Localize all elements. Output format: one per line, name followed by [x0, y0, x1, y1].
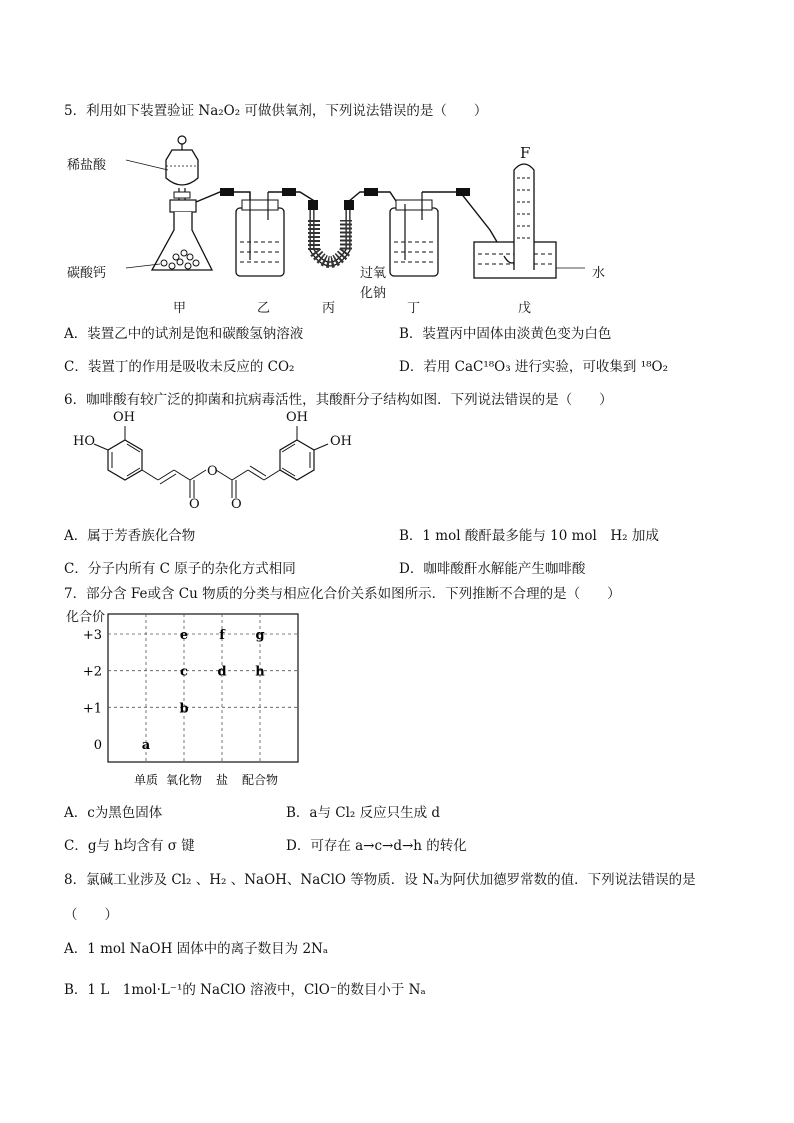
label-dilute-hcl: 稀盐酸: [67, 158, 107, 173]
label-sodium-peroxide-1: 过氧: [360, 266, 387, 281]
point-g: g: [255, 628, 265, 643]
point-a: a: [141, 738, 151, 753]
x-category-label: 单质: [133, 773, 159, 787]
q6-stem: 6．咖啡酸有较广泛的抑菌和抗病毒活性，其酸酐分子结构如图．下列说法错误的是（ ）: [64, 392, 613, 408]
point-d: d: [217, 664, 227, 680]
q6-option-b: B．1 mol 酸酐最多能与 10 mol H₂ 加成: [399, 528, 659, 544]
q5-stem: 5．利用如下装置验证 Na₂O₂ 可做供氧剂，下列说法错误的是（ ）: [64, 103, 488, 119]
x-category-label: 盐: [215, 773, 229, 787]
y-tick-label: +1: [82, 701, 102, 717]
q8-option-b: B．1 L 1mol·L⁻¹的 NaClO 溶液中，ClO⁻的数目小于 Nₐ: [64, 982, 426, 998]
q8-option-a: A．1 mol NaOH 固体中的离子数目为 2Nₐ: [64, 941, 329, 957]
q5-apparatus-diagram: [60, 130, 620, 315]
label-calcium-carbonate: 碳酸钙: [67, 266, 107, 281]
o-carbonyl-right-label: O: [231, 497, 242, 512]
label-water: 水: [592, 266, 606, 281]
oh-label-left: HO: [73, 434, 95, 449]
q7-option-a: A．c为黑色固体: [64, 805, 163, 821]
point-e: e: [179, 628, 189, 643]
label-wu: 戊: [518, 301, 532, 316]
point-c: c: [180, 664, 188, 680]
o-carbonyl-left-label: O: [189, 497, 200, 512]
o-bridge-label: O: [207, 464, 218, 479]
q6-option-c: C．分子内所有 C 原子的杂化方式相同: [64, 561, 296, 577]
q6-option-a: A．属于芳香族化合物: [64, 528, 196, 544]
plot-frame: [108, 614, 298, 762]
y-tick-label: +2: [82, 664, 102, 680]
label-bing: 丙: [322, 301, 336, 316]
y-tick-label: +3: [82, 628, 102, 643]
oh-label-right: OH: [330, 434, 352, 449]
oh-label-left-top: OH: [113, 410, 135, 425]
q7-option-d: D．可存在 a→c→d→h 的转化: [286, 838, 467, 854]
q6-option-d: D．咖啡酸酐水解能产生咖啡酸: [399, 561, 586, 577]
label-yi: 乙: [257, 301, 271, 316]
oh-label-right-top: OH: [286, 410, 308, 425]
q8-paren: （ ）: [64, 907, 118, 923]
q7-stem: 7．部分含 Fe或含 Cu 物质的分类与相应化合价关系如图所示．下列推断不合理的是（ ）: [64, 586, 621, 602]
x-category-label: 氧化物: [165, 773, 203, 787]
q7-option-b: B．a与 Cl₂ 反应只生成 d: [286, 805, 441, 821]
valence-chart: [60, 608, 310, 790]
q8-stem: 8．氯碱工业涉及 Cl₂ 、H₂ 、NaOH、NaClO 等物质．设 Nₐ为阿伏加德罗常数的值．下列说法错误的是: [64, 872, 696, 888]
q5-option-b: B．装置丙中固体由淡黄色变为白色: [399, 326, 612, 342]
q5-option-d: D．若用 CaC¹⁸O₃ 进行实验，可收集到 ¹⁸O₂: [399, 359, 669, 375]
q6-anhydride-structure: [60, 408, 380, 520]
point-b: b: [179, 701, 189, 717]
q5-option-a: A．装置乙中的试剂是饱和碳酸氢钠溶液: [64, 326, 304, 342]
label-ding: 丁: [407, 301, 421, 316]
x-category-label: 配合物: [241, 773, 279, 787]
q5-option-c: C．装置丁的作用是吸收未反应的 CO₂: [64, 359, 295, 375]
y-tick-label: 0: [93, 738, 102, 753]
q7-option-c: C．g与 h均含有 σ 键: [64, 838, 195, 854]
label-jia: 甲: [173, 301, 187, 316]
point-f: f: [219, 628, 225, 643]
point-h: h: [255, 664, 265, 680]
y-axis-title: 化合价: [66, 610, 106, 625]
label-sodium-peroxide-2: 化钠: [360, 286, 387, 301]
label-gas-f: F: [520, 144, 531, 162]
